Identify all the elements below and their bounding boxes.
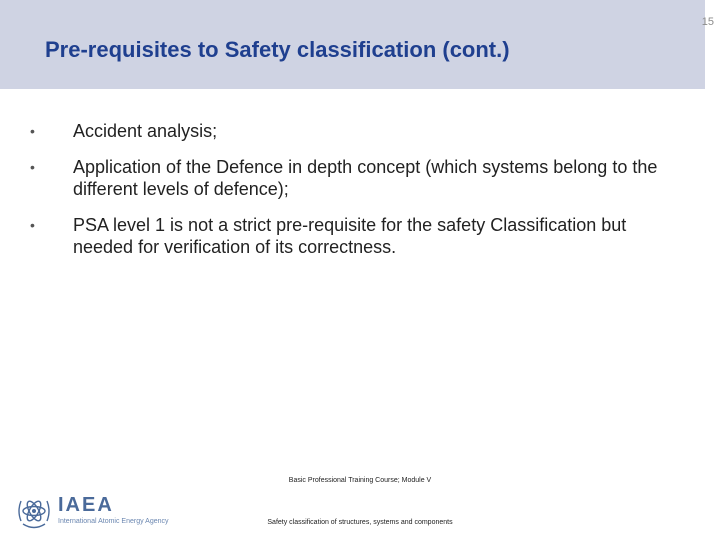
bullet-item [30,120,680,142]
slide-number: 15 [701,16,714,28]
logo-text: IAEA [58,494,114,516]
bullet-item [30,214,680,258]
bullet-text: Application of the Defence in depth concept (which systems belong to the different levels of defence); [73,157,658,199]
iaea-logo [15,491,169,531]
bullet-text: Accident analysis; [73,121,218,141]
atom-emblem-icon [15,491,53,531]
bullet-marker: • [30,217,35,233]
bullet-list [30,120,680,272]
bullet-text: PSA level 1 is not a strict pre-requisite for the safety Classification but needed for verification of its correctness. [73,215,627,257]
footer-course: Basic Professional Training Course; Module V [288,477,432,484]
bullet-marker: • [30,159,35,175]
page-title: Pre-requisites to Safety classification (cont.) [45,37,510,62]
logo-subtitle: International Atomic Energy Agency [58,518,169,525]
footer-topic: Safety classification of structures, systems and components [267,519,453,526]
bullet-marker: • [30,123,35,139]
bullet-item [30,156,680,200]
title-banner [0,0,705,89]
